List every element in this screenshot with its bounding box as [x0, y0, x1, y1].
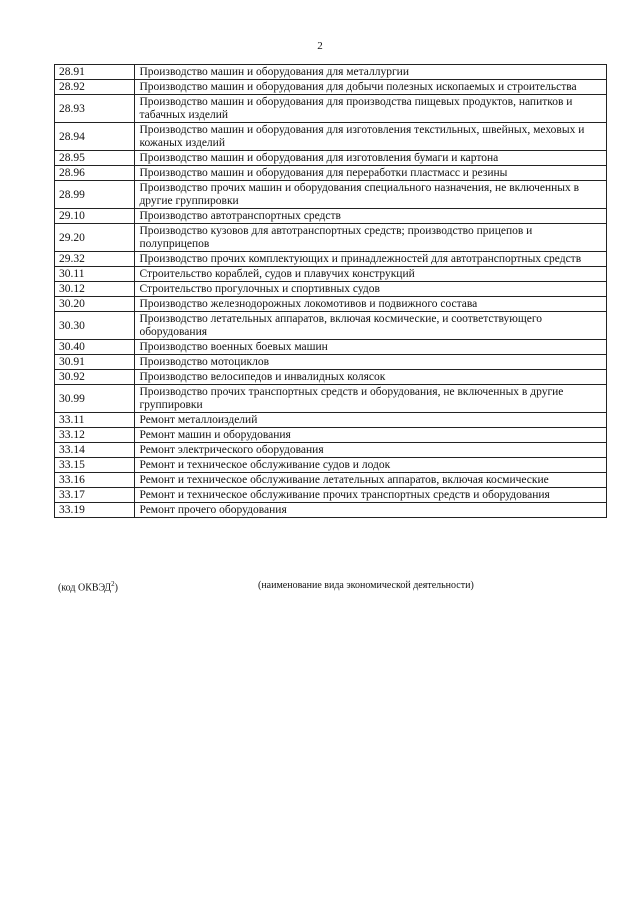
activity-name-cell: Ремонт металлоизделий: [135, 413, 607, 428]
table-row: [55, 312, 607, 340]
table-row: [55, 458, 607, 473]
table-row: [55, 267, 607, 282]
table-row: [55, 282, 607, 297]
okved-table-body: [55, 65, 607, 518]
activity-name-cell: Производство машин и оборудования для изготовления бумаги и картона: [135, 151, 607, 166]
okved-code-cell: 33.17: [55, 488, 135, 503]
table-row: [55, 488, 607, 503]
activity-name-cell: Производство прочих машин и оборудования специального назначения, не включенных в другие группировки: [135, 181, 607, 209]
table-row: [55, 209, 607, 224]
okved-code-cell: 33.11: [55, 413, 135, 428]
footnote-marker: 2: [111, 580, 115, 588]
table-row: [55, 297, 607, 312]
activity-name-cell: Производство машин и оборудования для изготовления текстильных, швейных, меховых и кожаных изделий: [135, 123, 607, 151]
activity-name-cell: Производство мотоциклов: [135, 355, 607, 370]
table-row: [55, 151, 607, 166]
table-row: [55, 95, 607, 123]
activity-name-cell: Ремонт и техническое обслуживание летательных аппаратов, включая космические: [135, 473, 607, 488]
table-row: [55, 413, 607, 428]
activity-name-cell: Производство велосипедов и инвалидных колясок: [135, 370, 607, 385]
activity-name-cell: Производство кузовов для автотранспортных средств; производство прицепов и полуприцепов: [135, 224, 607, 252]
activity-name-cell: Производство машин и оборудования для добычи полезных ископаемых и строительства: [135, 80, 607, 95]
okved-code-cell: 28.95: [55, 151, 135, 166]
okved-code-cell: 28.94: [55, 123, 135, 151]
table-row: [55, 65, 607, 80]
okved-code-cell: 28.99: [55, 181, 135, 209]
activity-name-cell: Ремонт и техническое обслуживание прочих транспортных средств и оборудования: [135, 488, 607, 503]
table-row: [55, 503, 607, 518]
okved-code-cell: 29.20: [55, 224, 135, 252]
okved-code-cell: 30.92: [55, 370, 135, 385]
okved-code-cell: 29.10: [55, 209, 135, 224]
activity-name-cell: Производство военных боевых машин: [135, 340, 607, 355]
activity-name-cell: Ремонт прочего оборудования: [135, 503, 607, 518]
okved-code-cell: 30.30: [55, 312, 135, 340]
okved-code-caption-text: (код ОКВЭД: [58, 582, 112, 594]
table-footer-labels: [54, 580, 607, 594]
okved-table: [54, 64, 607, 518]
okved-code-cell: 30.11: [55, 267, 135, 282]
activity-name-cell: Строительство прогулочных и спортивных судов: [135, 282, 607, 297]
table-row: [55, 166, 607, 181]
table-row: [55, 370, 607, 385]
activity-name-caption: (наименование вида экономической деятельности): [258, 580, 474, 591]
page-number: 2: [317, 40, 323, 52]
okved-code-cell: 33.12: [55, 428, 135, 443]
table-row: [55, 340, 607, 355]
table-row: [55, 355, 607, 370]
table-row: [55, 224, 607, 252]
activity-name-cell: Строительство кораблей, судов и плавучих конструкций: [135, 267, 607, 282]
activity-name-cell: Производство машин и оборудования для металлургии: [135, 65, 607, 80]
table-row: [55, 443, 607, 458]
activity-name-cell: Ремонт машин и оборудования: [135, 428, 607, 443]
activity-name-cell: Производство машин и оборудования для переработки пластмасс и резины: [135, 166, 607, 181]
activity-name-cell: Ремонт электрического оборудования: [135, 443, 607, 458]
table-row: [55, 385, 607, 413]
okved-code-cell: 33.19: [55, 503, 135, 518]
okved-code-cell: 28.92: [55, 80, 135, 95]
okved-code-cell: 33.16: [55, 473, 135, 488]
table-row: [55, 473, 607, 488]
table-row: [55, 80, 607, 95]
okved-code-caption-close: ): [114, 582, 118, 594]
activity-name-cell: Производство машин и оборудования для производства пищевых продуктов, напитков и табачных изделий: [135, 95, 607, 123]
okved-code-cell: 30.40: [55, 340, 135, 355]
okved-code-cell: 33.14: [55, 443, 135, 458]
table-row: [55, 123, 607, 151]
activity-name-cell: Производство прочих транспортных средств и оборудования, не включенных в другие группировки: [135, 385, 607, 413]
activity-name-cell: Ремонт и техническое обслуживание судов и лодок: [135, 458, 607, 473]
okved-code-cell: 28.91: [55, 65, 135, 80]
okved-code-cell: 28.96: [55, 166, 135, 181]
okved-code-cell: 33.15: [55, 458, 135, 473]
okved-code-caption: [58, 580, 118, 593]
activity-name-cell: Производство железнодорожных локомотивов и подвижного состава: [135, 297, 607, 312]
activity-name-cell: Производство летательных аппаратов, включая космические, и соответствующего оборудования: [135, 312, 607, 340]
okved-code-cell: 29.32: [55, 252, 135, 267]
okved-code-cell: 30.99: [55, 385, 135, 413]
okved-code-cell: 30.12: [55, 282, 135, 297]
table-row: [55, 252, 607, 267]
table-row: [55, 428, 607, 443]
okved-code-cell: 28.93: [55, 95, 135, 123]
activity-name-cell: Производство прочих комплектующих и принадлежностей для автотранспортных средств: [135, 252, 607, 267]
activity-name-cell: Производство автотранспортных средств: [135, 209, 607, 224]
okved-code-cell: 30.20: [55, 297, 135, 312]
table-row: [55, 181, 607, 209]
okved-code-cell: 30.91: [55, 355, 135, 370]
